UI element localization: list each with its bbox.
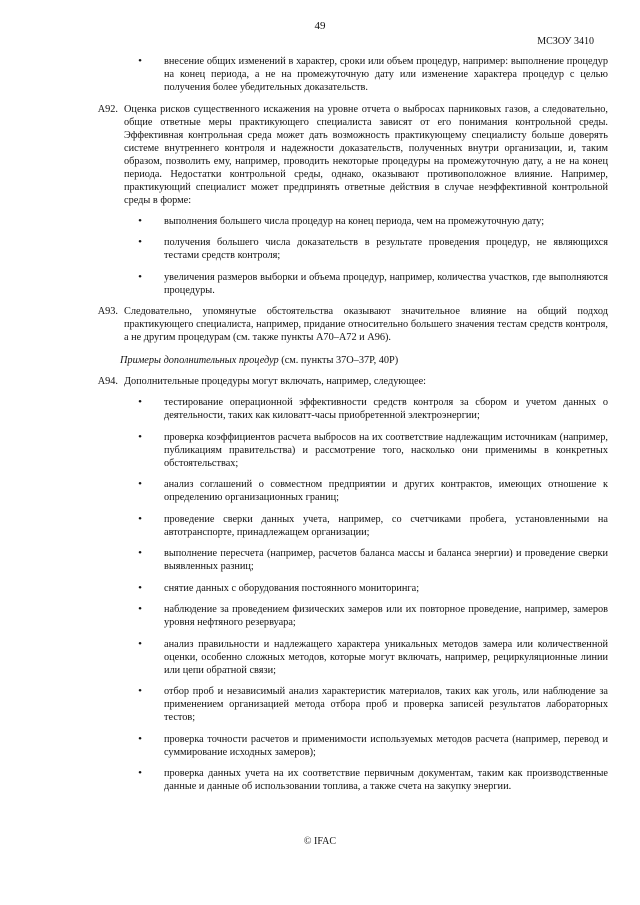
footer-copyright: © IFAC (303, 836, 337, 847)
bullet-icon: • (138, 685, 142, 697)
bullet-icon: • (138, 55, 142, 67)
list-item: • тестирование операционной эффективности средств контроля за сбором и учетом данных о деятельности, таких как киловатт-часы приобретенной электроэнергии; (124, 396, 608, 422)
section-reference: (см. пункты 37О–37Р, 40Р) (278, 355, 399, 366)
list-item: • выполнение пересчета (например, расчетов баланса массы и баланса энергии) и проведение сверки выявленных разниц; (124, 547, 608, 573)
bullet-icon: • (138, 512, 142, 525)
bullet-icon: • (138, 236, 142, 248)
a94-bullet-list (124, 396, 608, 793)
list-item: • увеличения размеров выборки и объема процедур, например, количества участков, где выполняются процедуры. (124, 271, 608, 297)
list-item: • внесение общих изменений в характер, сроки или объем процедур, например: выполнение процедур на конец периода, а не на промежуточную дату или изменение характера процедур с целью получения более убедительных доказательств. (124, 55, 608, 94)
list-item: • получения большего числа доказательств в результате проведения процедур, не являющихся тестами средств контроля; (124, 236, 608, 262)
page-content (97, 55, 608, 802)
intro-bullet-list (124, 55, 608, 94)
bullet-icon: • (138, 478, 142, 490)
paragraph-a94 (97, 375, 608, 388)
list-item: • анализ соглашений о совместном предприятии и других контрактов, имеющих отношение к определению организационных границ; (124, 478, 608, 504)
list-item: • проверка точности расчетов и применимости используемых методов расчета (например, перевод и суммирование исходных замеров); (124, 733, 608, 759)
bullet-icon: • (138, 547, 142, 559)
list-item: • анализ правильности и надлежащего характера уникальных методов замера или количественной оценки, особенно сложных методов, которые могут включать, например, рециркуляционные линии или цепи обратной связи; (124, 638, 608, 677)
paragraph-a93 (97, 305, 608, 344)
paragraph-text: Оценка рисков существенного искажения на уровне отчета о выбросах парниковых газов, а следовательно, общие ответные меры практикующего специалиста зависят от его понимания контрольной среды. Эффективная контрольная среда может дать возможность практикующему специалисту больше доверять системе внутреннего контроля и надежности доказательств, полученных внутри организации, и, таким образом, позволить ему, например, проводить некоторые процедуры на промежуточную дату, а не на конец периода. Недостатки контрольной среды, однако, оказывают противоположное влияние. Например, практикующий специалист может предпринять ответные действия в случае неэффективной контрольной среды в форме: (124, 103, 608, 206)
section-title: Примеры дополнительных процедур (120, 355, 279, 366)
paragraph-text: Следовательно, упомянутые обстоятельства оказывают значительное влияние на общий подход практикующего специалиста, например, придание относительно большего значения тестам средств контроля, а не другим процедурам (см. также пункты А70–А72 и А96). (124, 306, 608, 343)
paragraph-a92 (97, 103, 608, 207)
bullet-icon: • (138, 396, 142, 408)
bullet-icon: • (138, 214, 142, 227)
list-item: • отбор проб и независимый анализ характеристик материалов, таких как уголь, или наблюдение за применением организацией метода отбора проб и проверка записей результатов лабораторных тестов; (124, 685, 608, 724)
list-item: • выполнения большего числа процедур на конец периода, чем на промежуточную дату; (124, 215, 608, 228)
bullet-icon: • (138, 603, 142, 615)
page-number: 49 (314, 20, 326, 32)
list-item: • снятие данных с оборудования постоянного мониторинга; (124, 582, 608, 595)
paragraph-text: Дополнительные процедуры могут включать, например, следующее: (124, 376, 427, 387)
document-code: МСЗОУ 3410 (537, 36, 594, 47)
list-item: • проверка данных учета на их соответствие первичным документам, таким как производственные данные и данные об использовании топлива, а также счета на закупку энергии. (124, 767, 608, 793)
bullet-icon: • (138, 430, 142, 443)
list-item: • проверка коэффициентов расчета выбросов на их соответствие надлежащим источникам (например, публикациям правительства) и рассмотрение того, насколько они применимы в конкретных обстоятельствах; (124, 431, 608, 470)
bullet-icon: • (138, 637, 142, 650)
bullet-icon: • (138, 581, 142, 594)
section-heading (120, 354, 608, 367)
paragraph-id: A92. (97, 103, 118, 115)
bullet-icon: • (138, 270, 142, 283)
bullet-icon: • (138, 732, 142, 745)
list-item: • наблюдение за проведением физических замеров или их повторное проведение, например, замеров уровня нефтяного резервуара; (124, 603, 608, 629)
paragraph-id: A93. (97, 306, 118, 317)
list-item: • проведение сверки данных учета, например, со счетчиками пробега, установленными на автотранспорте, принадлежащем организации; (124, 513, 608, 539)
paragraph-id: A94. (97, 376, 118, 387)
bullet-icon: • (138, 767, 142, 779)
a92-bullet-list (124, 215, 608, 297)
